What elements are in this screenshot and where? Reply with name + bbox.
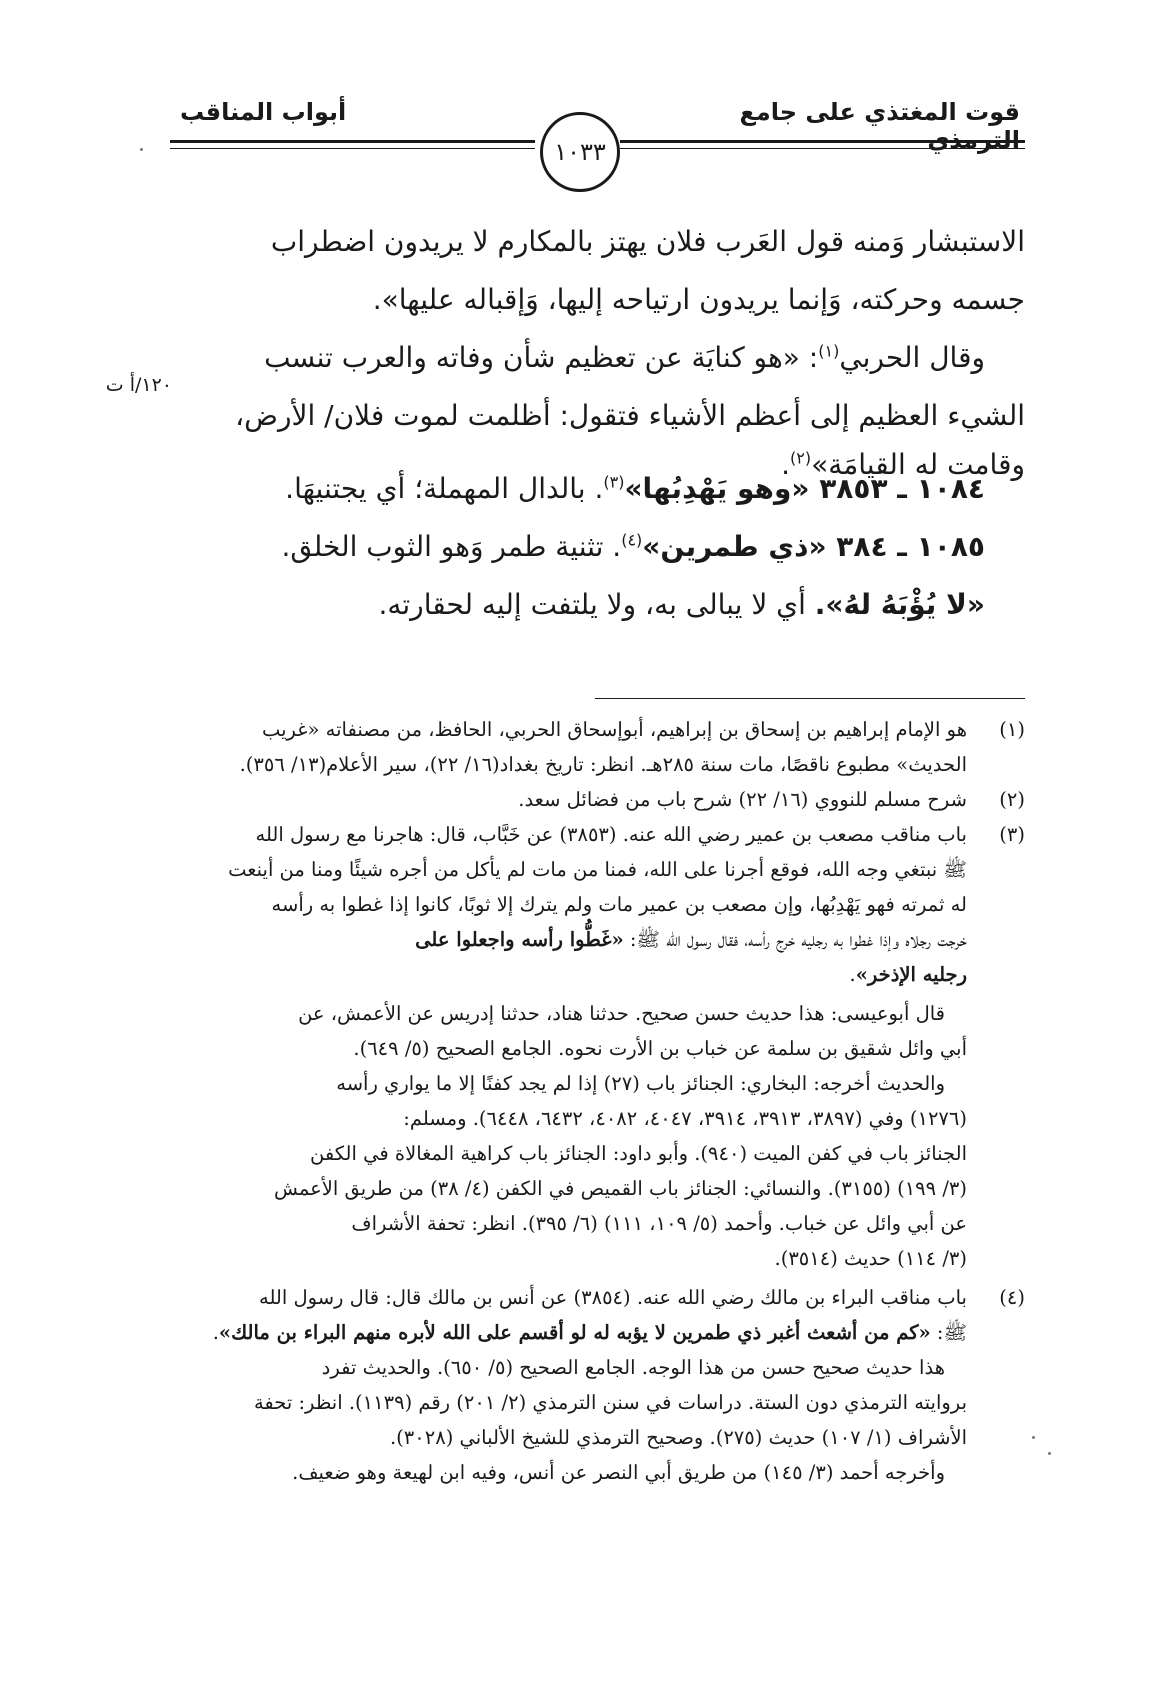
footnote-number: (٢) [999,788,1025,811]
footnote-1 [175,712,1025,782]
text-run: خرجت رجلاه وإذا غطوا به رجليه خرج رأسه، فقال رسول الله ﷺ: [623,928,967,951]
scan-speck [1032,1436,1035,1439]
footnotes [175,712,1025,1490]
entry-text: أي لا يبالى به، ولا يلتفت إليه لحقارته. [378,588,815,621]
scan-speck [140,148,143,151]
hadith-quote: «غَطُّوا رأسه واجعلوا على [415,928,624,951]
entry-1085 [175,518,1025,576]
footnote-line: له ثمرته فهو يَهْدِبُها، وإن مصعب بن عمير مات ولم يترك إلا ثوبًا، كانوا إذا غطوا به رأسه [271,893,967,916]
footnote-line: هو الإمام إبراهيم بن إسحاق بن إبراهيم، أبوإسحاق الحربي، الحافظ، من مصنفاته «غريب [261,718,967,741]
footnote-line: باب مناقب مصعب بن عمير رضي الله عنه. (٣٨٥٣) عن خَبَّاب، قال: هاجرنا مع رسول الله [255,823,967,846]
hadith-quote: «كم من أشعث أغبر ذي طمرين لا يؤبه له لو أقسم على الله لأبره منهم البراء بن مالك» [218,1321,931,1344]
footnote-line: باب مناقب البراء بن مالك رضي الله عنه. (٣٨٥٤) عن أنس بن مالك قال: قال رسول الله [259,1286,967,1309]
footnote-number: (١) [999,718,1025,741]
entry-heading: ١٠٨٤ ـ ٣٨٥٣ «وهو يَهْدِبُها» [624,472,985,505]
text-run: وقال الحربي [839,341,985,374]
footnote-3 [175,817,1025,992]
text-run: وقامت له القيامَة» [811,448,1025,481]
footnote-separator [595,698,1025,699]
footnote-line [175,1315,967,1350]
entry-phrase [175,576,1025,634]
footnote-line: (١٢٧٦) وفي (٣٨٩٧، ٣٩١٣، ٣٩١٤، ٤٠٤٧، ٤٠٨٢، ٦٤٣٢، ٦٤٤٨). ومسلم: [403,1107,967,1130]
text-run: : «هو كنايَة عن تعظيم شأن وفاته والعرب تنسب [264,341,819,374]
footnote-line: الأشراف (١/ ١٠٧) حديث (٢٧٥). وصحيح الترمذي للشيخ الألباني (٣٠٢٨). [389,1426,967,1449]
footnote-4-para-2 [175,1350,1025,1455]
footnote-line: (٣/ ١٩٩) (٣١٥٥). والنسائي: الجنائز باب القميص في الكفن (٤/ ٣٨) من طريق الأعمش [273,1177,967,1200]
main-line: الشيء العظيم إلى أعظم الأشياء فتقول: أظلمت لموت فلان/ الأرض، [235,399,1025,432]
footnote-ref[interactable]: (٤) [621,530,643,550]
footnote-line: شرح مسلم للنووي (١٦/ ٢٢) شرح باب من فضائل سعد. [518,788,967,811]
text-run: ﷺ: [930,1321,967,1344]
footnote-line: والحديث أخرجه: البخاري: الجنائز باب (٢٧) إذا لم يجد كفنًا إلا ما يواري رأسه [336,1072,945,1095]
footnote-number: (٣) [999,823,1025,846]
footnote-number: (٤) [999,1286,1025,1309]
text-run: . [212,1321,219,1344]
footnote-line: الجنائز باب في كفن الميت (٩٤٠). وأبو داود: الجنائز باب كراهية المغالاة في الكفن [310,1142,967,1165]
main-line [175,329,1025,387]
footnote-4-para-3 [175,1455,1025,1490]
header-rule-right-thick [620,140,1025,143]
text-run: . [849,963,856,986]
footnote-4 [175,1280,1025,1350]
entry-text: . تثنية طمر وَهو الثوب الخلق. [281,530,622,563]
main-text [175,213,1025,485]
footnote-line: ﷺ نبتغي وجه الله، فوقع أجرنا على الله، فمنا من مات لم يأكل من أجره شيئًا ومنا من أينعت [228,858,967,881]
text-run: . [781,448,791,481]
book-title: قوت المغتذي على جامع الترمذي [739,98,1020,154]
footnote-2 [175,782,1025,817]
page-number-badge [540,112,620,192]
footnote-ref[interactable]: (٢) [790,448,812,468]
footnote-line: الحديث» مطبوع ناقصًا، مات سنة ٢٨٥هـ. انظر: تاريخ بغداد(١٦/ ٢٢)، سير الأعلام(١٣/ ٣٥٦). [239,753,967,776]
scan-speck [1048,1452,1051,1455]
footnote-ref[interactable]: (٣) [603,472,625,492]
main-line: الاستبشار وَمنه قول العَرب فلان يهتز بالمكارم لا يريدون اضطراب [270,225,1025,258]
footnote-line: قال أبوعيسى: هذا حديث حسن صحيح. حدثنا هناد، حدثنا إدريس عن الأعمش، عن [298,1002,945,1025]
entry-text: . بالدال المهملة؛ أي يجتنيهَا. [285,472,604,505]
footnote-line: عن أبي وائل عن خباب. وأحمد (٥/ ١٠٩، ١١١) (٦/ ٣٩٥). انظر: تحفة الأشراف [351,1212,967,1235]
footnote-3-para-2 [175,996,1025,1066]
entries [175,460,1025,634]
footnote-line: أبي وائل شقيق بن سلمة عن خباب بن الأرت نحوه. الجامع الصحيح (٥/ ٦٤٩). [353,1037,967,1060]
footnote-line: وأخرجه أحمد (٣/ ١٤٥) من طريق أبي النصر عن أنس، وفيه ابن لهيعة وهو ضعيف. [292,1461,945,1484]
header-rule-left-thin [170,148,535,149]
page-number: ١٠٣٣ [554,138,606,166]
footnote-line: (٣/ ١١٤) حديث (٣٥١٤). [774,1247,967,1270]
footnote-line [175,957,967,992]
section-title: أبواب المناقب [180,98,347,126]
footnote-ref[interactable]: (١) [818,341,840,361]
main-line: جسمه وحركته، وَإنما يريدون ارتياحه إليها، وَإقباله عليها». [372,283,1025,316]
entry-1084 [175,460,1025,518]
footnote-line [175,922,967,957]
header-rule-left-thick [170,140,535,143]
entry-heading: ١٠٨٥ ـ ٣٨٤ «ذي طمرين» [642,530,985,563]
hadith-quote: رجليه الإذخر» [855,963,967,986]
footnote-line: هذا حديث صحيح حسن من هذا الوجه. الجامع الصحيح (٥/ ٦٥٠). والحديث تفرد [321,1356,945,1379]
entry-heading: «لا يُؤْبَهُ لهُ». [814,588,985,621]
footnote-line: بروايته الترمذي دون الستة. دراسات في سنن الترمذي (٢/ ٢٠١) رقم (١١٣٩). انظر: تحفة [253,1391,967,1414]
margin-manuscript-note: ١٢٠/أ ت [105,374,172,396]
header-rule-right-thin [620,148,1025,149]
footnote-3-para-3 [175,1066,1025,1276]
